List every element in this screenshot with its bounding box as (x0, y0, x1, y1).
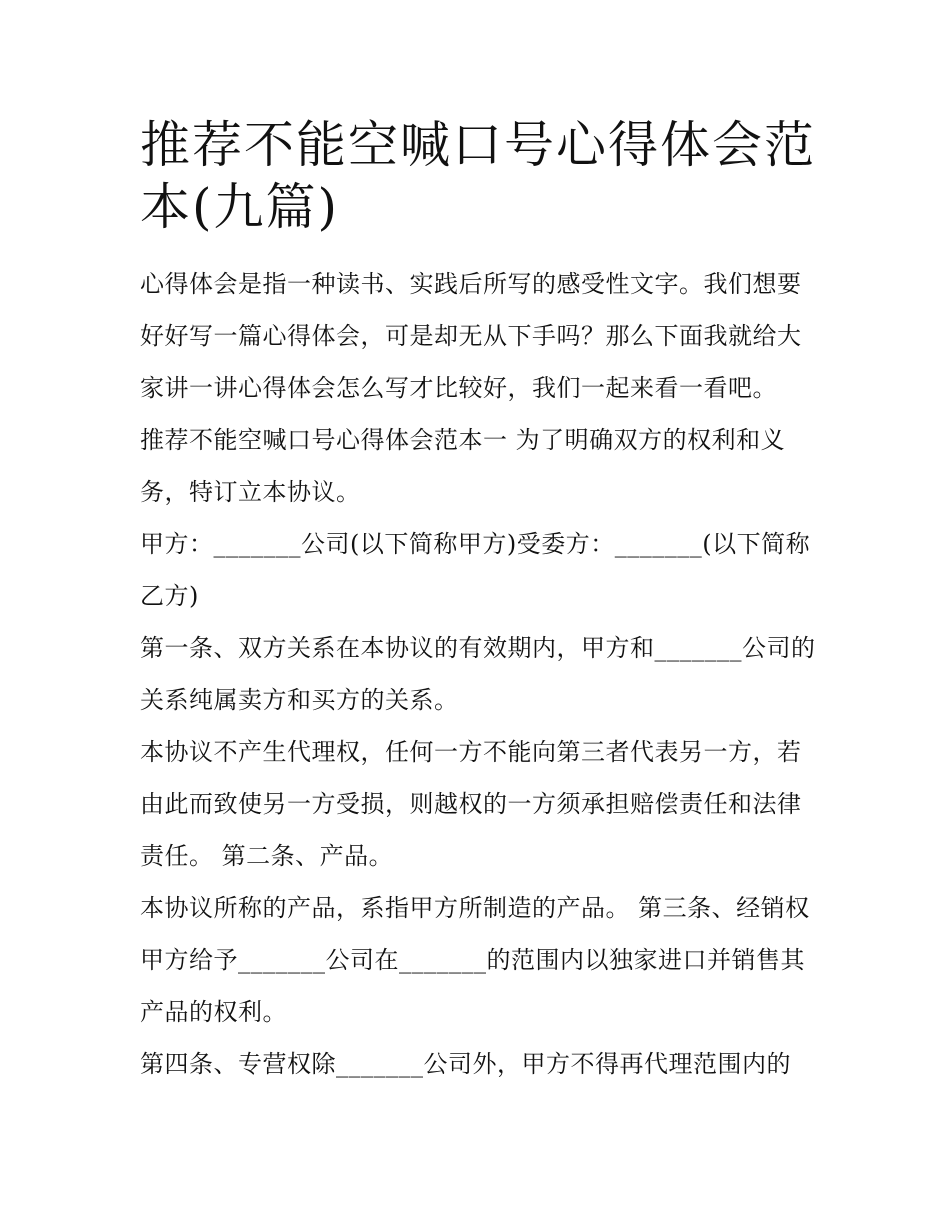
paragraph-sample-one: 推荐不能空喊口号心得体会范本一 为了明确双方的权利和义务，特订立本协议。 (140, 426, 786, 506)
paragraph-article-four: 第四条、专营权除_______公司外，甲方不得再代理范围内的 (140, 1050, 791, 1078)
paragraph-intro: 心得体会是指一种读书、实践后所写的感受性文字。我们想要好好写一篇心得体会，可是却无从下手吗？那么下面我就给大家讲一讲心得体会怎么写才比较好，我们一起来看一看吧。 (140, 270, 802, 402)
document-title: 推荐不能空喊口号心得体会范本(九篇) (140, 116, 816, 236)
paragraph-no-agency: 本协议不产生代理权，任何一方不能向第三者代表另一方，若由此而致使另一方受损，则越权的一方须承担赔偿责任和法律责任。 第二条、产品。 (140, 738, 802, 870)
paragraph-products: 本协议所称的产品，系指甲方所制造的产品。 第三条、经销权甲方给予_______公司在_______的范围内以独家进口并销售其产品的权利。 (140, 894, 810, 1026)
paragraph-parties: 甲方：_______公司(以下简称甲方)受委方：_______(以下简称乙方) (140, 530, 811, 610)
paragraph-article-one: 第一条、双方关系在本协议的有效期内，甲方和_______公司的关系纯属卖方和买方的关系。 (140, 634, 816, 714)
document-page (140, 114, 820, 1090)
